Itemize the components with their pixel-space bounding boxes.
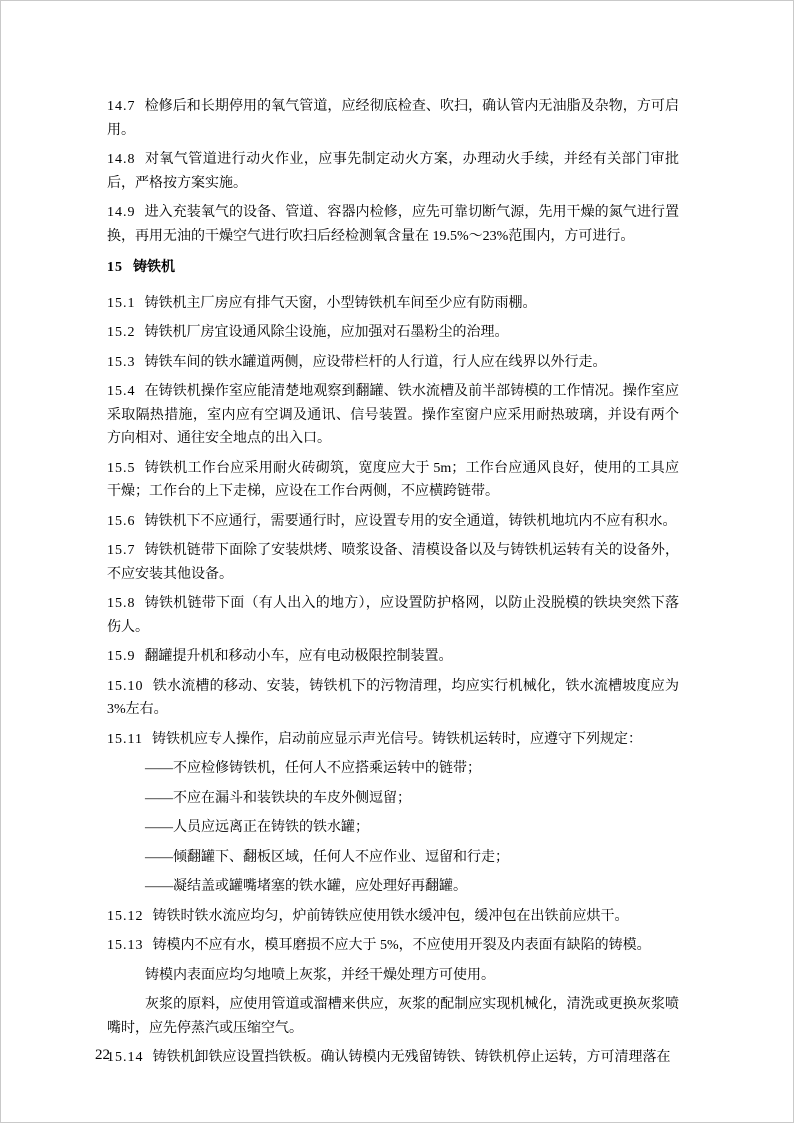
- clause-15-9: [107, 645, 679, 669]
- clause-15-4: [107, 380, 679, 451]
- section-heading-15: [107, 256, 679, 280]
- clause-text: 铸铁机链带下面（有人出入的地方），应设置防护格网，以防止没脱模的铁块突然下落伤人。: [107, 596, 679, 635]
- clause-number: 15.7: [107, 543, 136, 558]
- clause-15-8: [107, 592, 679, 639]
- clause-number: 14.8: [107, 152, 136, 167]
- section-title: 铸铁机: [133, 260, 175, 275]
- clause-number: 15.8: [107, 596, 136, 611]
- clause-15-14: [107, 1046, 679, 1070]
- clause-text: 在铸铁机操作室应能清楚地观察到翻罐、铁水流槽及前半部铸模的工作情况。操作室应采取隔热措施，室内应有空调及通讯、信号装置。操作室窗户应采用耐热玻璃，并设有两个方向相对、通往安全地点的出入口。: [107, 384, 679, 446]
- dash-item-3: ——人员应远离正在铸铁的铁水罐；: [145, 820, 369, 835]
- clause-text: 铸铁机应专人操作，启动前应显示声光信号。铸铁机运转时，应遵守下列规定：: [151, 731, 642, 747]
- clause-text: 铸铁车间的铁水罐道两侧，应设带栏杆的人行道，行人应在线界以外行走。: [144, 354, 607, 370]
- clause-text: 铸铁机下不应通行，需要通行时，应设置专用的安全通道，铸铁机地坑内不应有积水。: [144, 513, 677, 529]
- clause-15-10: [107, 675, 679, 722]
- clause-15-13: [107, 934, 679, 958]
- clause-text: 铸铁机卸铁应设置挡铁板。确认铸模内无残留铸铁、铸铁机停止运转，方可清理落在: [152, 1050, 671, 1065]
- clause-15-1: [107, 292, 679, 316]
- clause-text: 铸铁机主厂房应有排气天窗，小型铸铁机车间至少应有防雨棚。: [144, 295, 537, 311]
- clause-15-5: [107, 457, 679, 504]
- clause-number: 15.4: [107, 384, 136, 399]
- continuation-paragraph-2: 灰浆的原料，应使用管道或溜槽来供应，灰浆的配制应实现机械化，清洗或更换灰浆喷嘴时，应先停蒸汽或压缩空气。: [107, 997, 679, 1036]
- clause-text: 翻罐提升机和移动小车，应有电动极限控制装置。: [144, 649, 453, 664]
- clause-15-3: [107, 351, 679, 375]
- clause-text: 铸模内不应有水，模耳磨损不应大于 5%，不应使用开裂及内表面有缺陷的铸模。: [152, 938, 651, 953]
- clause-number: 15.11: [107, 731, 143, 747]
- page-content: [107, 95, 679, 1076]
- clause-number: 15.10: [107, 678, 144, 694]
- clause-text: 铸铁时铁水流应均匀，炉前铸铁应使用铁水缓冲包，缓冲包在出铁前应烘干。: [152, 908, 629, 924]
- clause-14-7: [107, 95, 679, 142]
- clause-14-8: [107, 148, 679, 195]
- clause-number: 15.1: [107, 295, 136, 311]
- clause-number: 15.12: [107, 908, 144, 924]
- clause-text: 铁水流槽的移动、安装，铸铁机下的污物清理，均应实行机械化，铁水流槽坡度应为3%左右。: [107, 678, 679, 717]
- clause-15-12: [107, 905, 679, 929]
- dash-item-2: ——不应在漏斗和装铁块的车皮外侧逗留；: [145, 790, 411, 806]
- section-number: 15: [107, 260, 123, 275]
- clause-15-7: [107, 539, 679, 586]
- clause-number: 14.7: [107, 99, 136, 114]
- clause-text: 检修后和长期停用的氧气管道，应经彻底检查、吹扫，确认管内无油脂及杂物，方可启用。: [107, 99, 679, 138]
- clause-number: 15.2: [107, 325, 136, 340]
- clause-number: 15.5: [107, 460, 136, 476]
- clause-number: 15.3: [107, 354, 136, 370]
- continuation-paragraph-1: 铸模内表面应均匀地喷上灰浆，并经干燥处理方可使用。: [145, 967, 495, 983]
- clause-number: 14.9: [107, 205, 136, 220]
- clause-14-9: [107, 201, 679, 248]
- dash-item-4: ——倾翻罐下、翻板区域，任何人不应作业、逗留和行走；: [145, 849, 509, 865]
- clause-15-6: [107, 510, 679, 534]
- page-number: 22: [95, 1047, 110, 1063]
- clause-15-11: [107, 728, 679, 752]
- clause-number: 15.9: [107, 649, 136, 664]
- dash-item-1: ——不应检修铸铁机，任何人不应搭乘运转中的链带；: [145, 761, 481, 776]
- clause-text: 铸铁机工作台应采用耐火砖砌筑，宽度应大于 5m；工作台应通风良好，使用的工具应干燥；工作台的上下走梯，应设在工作台两侧，不应横跨链带。: [107, 460, 679, 499]
- clause-text: 铸铁机链带下面除了安装烘烤、喷浆设备、清模设备以及与铸铁机运转有关的设备外，不应安装其他设备。: [107, 543, 679, 582]
- clause-text: 对氧气管道进行动火作业，应事先制定动火方案，办理动火手续，并经有关部门审批后，严格按方案实施。: [107, 152, 679, 191]
- clause-15-2: [107, 321, 679, 345]
- clause-number: 15.13: [107, 938, 144, 953]
- dash-item-5: ——凝结盖或罐嘴堵塞的铁水罐，应处理好再翻罐。: [145, 879, 467, 894]
- clause-number: 15.6: [107, 513, 136, 529]
- clause-text: 铸铁机厂房宜设通风除尘设施，应加强对石墨粉尘的治理。: [144, 325, 509, 340]
- clause-number: 15.14: [107, 1050, 144, 1065]
- clause-text: 进入充装氧气的设备、管道、容器内检修，应先可靠切断气源，先用干燥的氮气进行置换，再用无油的干燥空气进行吹扫后经检测氧含量在 19.5%～23%范围内，方可进行。: [107, 205, 679, 244]
